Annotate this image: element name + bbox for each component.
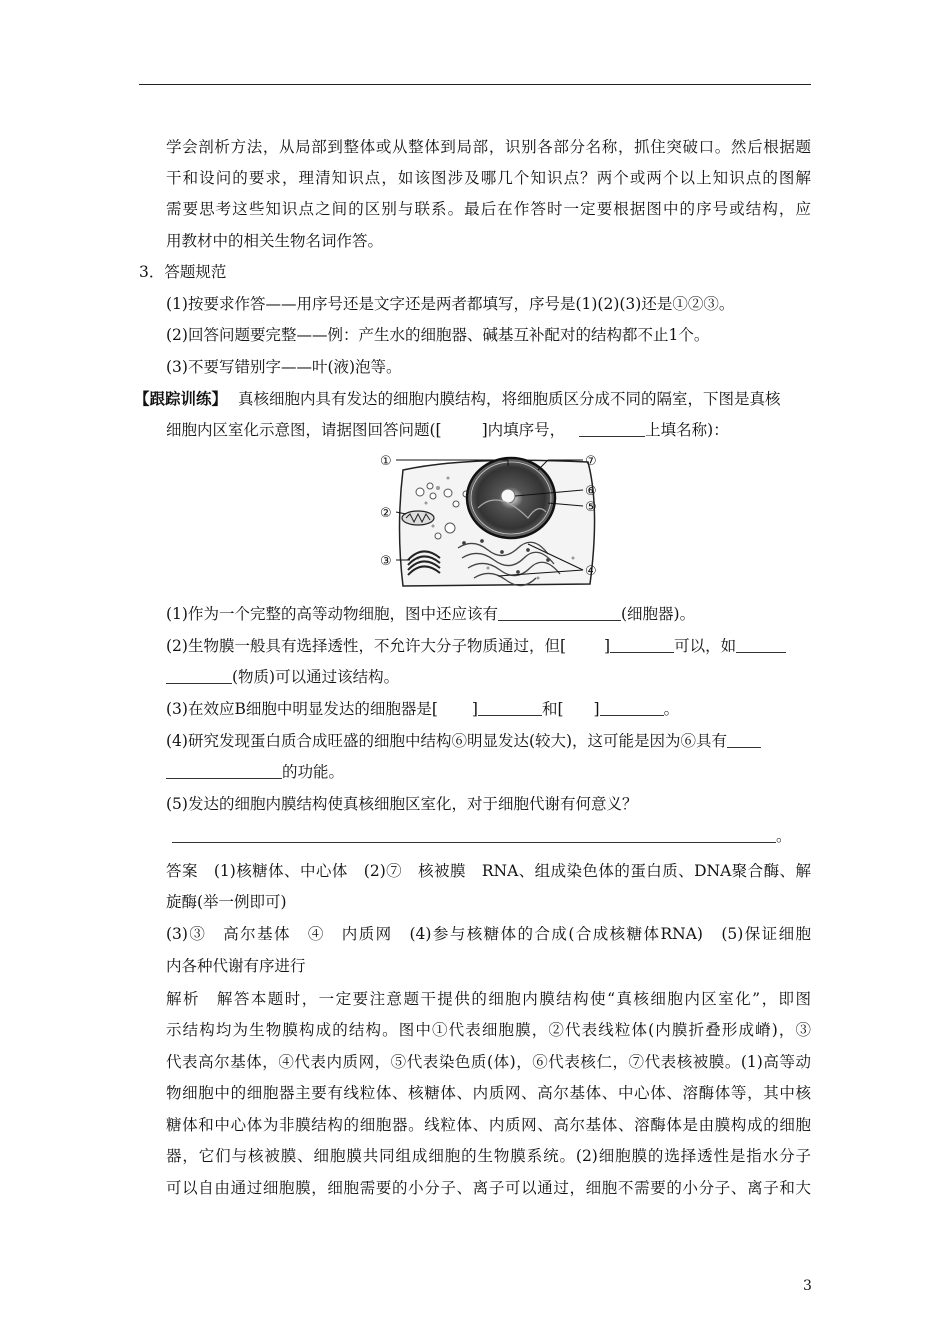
page-number: 3 bbox=[803, 1278, 812, 1294]
analysis-line-6: 器，它们与核被膜、细胞膜共同组成细胞的生物膜系统。(2)细胞膜的选择透性是指水分子 bbox=[166, 1147, 811, 1165]
question-3-and: 和[ bbox=[541, 700, 564, 718]
question-5-end: 。 bbox=[776, 827, 792, 845]
section3-item-1: (1)按要求作答——用序号还是文字还是两者都填写，序号是(1)(2)(3)还是①②③。 bbox=[166, 295, 735, 313]
question-3-text: (3)在效应B细胞中明显发达的细胞器是[ bbox=[166, 700, 438, 718]
answer-line-2: 旋酶(举一例即可) bbox=[166, 893, 287, 911]
question-3 bbox=[166, 699, 679, 719]
question-1-text: (1)作为一个完整的高等动物细胞，图中还应该有 bbox=[166, 605, 498, 623]
intro-line-1: 学会剖析方法，从局部到整体或从整体到局部，识别各部分名称，抓住突破口。然后根据题 bbox=[166, 138, 811, 156]
figure-label-3: ③ bbox=[380, 554, 392, 569]
analysis-line-4: 物细胞中的细胞器主要有线粒体、核糖体、内质网、高尔基体、中心体、溶酶体等，其中核 bbox=[166, 1084, 811, 1102]
question-3-bracket-1: ] bbox=[471, 700, 478, 718]
question-4-suffix: 的功能。 bbox=[282, 763, 345, 781]
section3-heading: 3．答题规范 bbox=[139, 263, 227, 281]
figure-label-2: ② bbox=[380, 506, 392, 521]
question-3-bracket-2: ] bbox=[593, 700, 600, 718]
analysis-line-5: 糖体和中心体为非膜结构的细胞器。线粒体、内质网、高尔基体、溶酶体是由膜构成的细胞 bbox=[166, 1116, 811, 1134]
training-line-2 bbox=[166, 420, 729, 440]
question-2-suffix: (物质)可以通过该结构。 bbox=[232, 668, 400, 686]
question-2-cont bbox=[166, 667, 399, 687]
question-2-bracket: ] bbox=[604, 637, 611, 655]
intro-line-4: 用教材中的相关生物名词作答。 bbox=[166, 232, 384, 250]
question-1-blank bbox=[498, 604, 621, 621]
question-4-blank-2 bbox=[166, 762, 282, 779]
intro-line-2: 干和设问的要求，理清知识点，如该图涉及哪几个知识点？两个或两个以上知识点的图解 bbox=[166, 169, 811, 187]
analysis-line-7: 可以自由通过细胞膜，细胞需要的小分子、离子可以通过，细胞不需要的小分子、离子和大 bbox=[166, 1179, 811, 1197]
question-3-blank-2 bbox=[600, 699, 664, 716]
answer-line-3: (3)③ 高尔基体 ④ 内质网 (4)参与核糖体的合成(合成核糖体RNA) (5)保证细胞 bbox=[166, 925, 811, 943]
figure-label-1: ① bbox=[380, 454, 392, 469]
question-3-blank-1 bbox=[478, 699, 542, 716]
nucleus bbox=[467, 458, 555, 538]
training-text-2b: ]内填序号， bbox=[481, 421, 566, 439]
question-5-blank bbox=[172, 826, 776, 843]
name-blank-sample bbox=[579, 420, 645, 437]
training-text-2c: 上填名称)： bbox=[645, 421, 729, 439]
figure-label-7: ⑦ bbox=[585, 454, 597, 469]
question-3-end: 。 bbox=[663, 700, 680, 718]
question-4 bbox=[166, 731, 761, 751]
analysis-line-2: 示结构均为生物膜构成的结构。图中①代表细胞膜，②代表线粒体(内膜折叠形成嵴)，③ bbox=[166, 1021, 811, 1039]
question-2-text: (2)生物膜一般具有选择透性，不允许大分子物质通过，但[ bbox=[166, 637, 567, 655]
section3-item-2: (2)回答问题要完整——例：产生水的细胞器、碱基互补配对的结构都不止1个。 bbox=[166, 326, 710, 344]
question-2 bbox=[166, 636, 786, 656]
question-2-blank-3 bbox=[166, 667, 232, 684]
question-5: (5)发达的细胞内膜结构使真核细胞区室化，对于细胞代谢有何意义？ bbox=[166, 795, 638, 813]
answer-line-1: 答案 (1)核糖体、中心体 (2)⑦ 核被膜 RNA、组成染色体的蛋白质、DNA聚合酶、解 bbox=[166, 862, 811, 880]
question-2-mid: 可以，如 bbox=[674, 637, 737, 655]
analysis-line-1: 解析 解答本题时，一定要注意题干提供的细胞内膜结构使“真核细胞内区室化”，即图 bbox=[166, 990, 811, 1008]
training-label: 【跟踪训练】 bbox=[134, 389, 228, 408]
analysis-line-3: 代表高尔基体，④代表内质网，⑤代表染色质(体)，⑥代表核仁，⑦代表核被膜。(1)高等动 bbox=[166, 1053, 811, 1071]
question-4-cont bbox=[166, 762, 344, 782]
answer-line-4: 内各种代谢有序进行 bbox=[166, 957, 306, 975]
question-2-blank-1 bbox=[610, 636, 674, 653]
mitochondrion bbox=[402, 511, 434, 525]
training-text-2a: 细胞内区室化示意图，请据图回答问题([ bbox=[166, 421, 442, 439]
question-5-answer-line bbox=[172, 826, 792, 846]
question-4-text: (4)研究发现蛋白质合成旺盛的细胞中结构⑥明显发达(较大)，这可能是因为⑥具有 bbox=[166, 732, 728, 750]
section3-item-3: (3)不要写错别字——叶(液)泡等。 bbox=[166, 358, 402, 376]
question-1 bbox=[166, 604, 695, 624]
figure-label-6: ⑥ bbox=[585, 484, 597, 499]
figure-label-5: ⑤ bbox=[585, 500, 597, 515]
figure-label-4: ④ bbox=[585, 564, 597, 579]
question-4-blank-1 bbox=[727, 731, 761, 748]
question-2-blank-2 bbox=[736, 636, 786, 653]
training-line-1 bbox=[134, 389, 780, 409]
training-text-1: 真核细胞内具有发达的细胞内膜结构，将细胞质区分成不同的隔室，下图是真核 bbox=[237, 390, 781, 408]
intro-line-3: 需要思考这些知识点之间的区别与联系。最后在作答时一定要根据图中的序号或结构，应 bbox=[166, 200, 811, 218]
question-1-suffix: (细胞器)。 bbox=[620, 605, 696, 623]
cell-diagram bbox=[378, 448, 618, 594]
header-rule bbox=[139, 84, 811, 85]
